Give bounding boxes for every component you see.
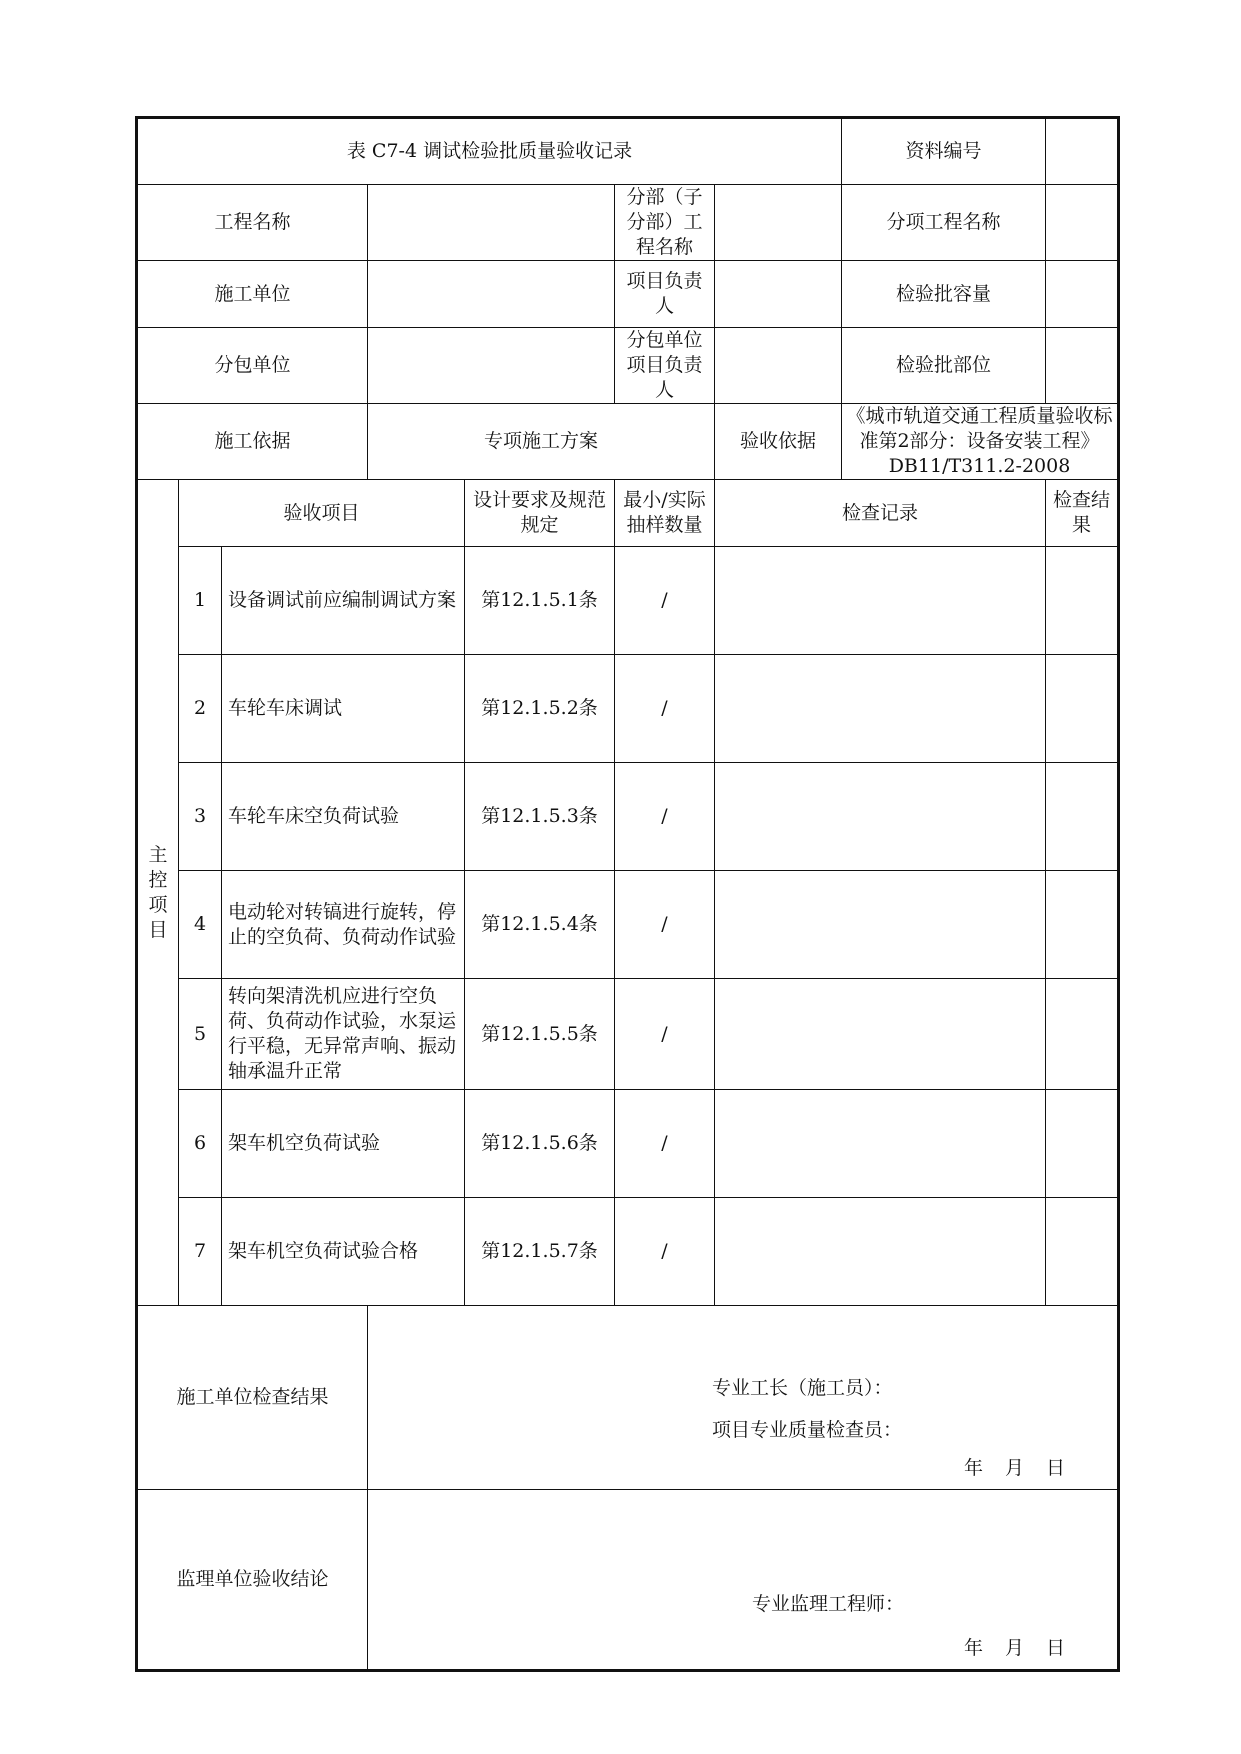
acceptance-basis-value: 《城市轨道交通工程质量验收标准第2部分：设备安装工程》DB11/T311.2-2008 [842,404,1119,480]
contractor-field[interactable] [368,261,615,328]
project-manager-field[interactable] [715,261,842,328]
title-row [137,118,1119,185]
engineer-label: 专业监理工程师： [752,1593,905,1615]
subcontractor-field[interactable] [368,328,615,404]
doc-no-label: 资料编号 [842,118,1046,185]
batch-location-field[interactable] [1046,328,1119,404]
column-header-row [137,480,1119,547]
basis-row [137,404,1119,480]
batch-capacity-field[interactable] [1046,261,1119,328]
item-clause: 第12.1.5.3条 [465,763,615,871]
item-no: 7 [179,1198,222,1306]
contractor-label: 施工单位 [137,261,368,328]
table-row [137,655,1119,763]
batch-capacity-label: 检验批容量 [842,261,1046,328]
col-record: 检查记录 [715,480,1046,547]
table-row [137,871,1119,979]
inspector-label: 项目专业质量检查员： [712,1419,903,1441]
contractor-check-label: 施工单位检查结果 [137,1306,368,1490]
sub-manager-label: 分包单位项目负责人 [615,328,715,404]
batch-location-label: 检验批部位 [842,328,1046,404]
item-name: 架车机空负荷试验合格 [222,1198,465,1306]
item-record-field[interactable] [715,871,1046,979]
item-result-field[interactable] [1046,1198,1119,1306]
supervisor-check-row [137,1490,1119,1671]
record-table [135,116,1120,1672]
table-row [137,979,1119,1090]
subcontractor-label: 分包单位 [137,328,368,404]
item-name: 设备调试前应编制调试方案 [222,547,465,655]
month-label: 月 [1004,1457,1024,1479]
item-clause: 第12.1.5.5条 [465,979,615,1090]
table-row [137,547,1119,655]
basis-value: 专项施工方案 [368,404,715,480]
item-clause: 第12.1.5.2条 [465,655,615,763]
acceptance-record-form [135,116,1117,1659]
item-clause: 第12.1.5.4条 [465,871,615,979]
item-clause: 第12.1.5.1条 [465,547,615,655]
form-title: 表 C7-4 调试检验批质量验收记录 [137,118,842,185]
item-no: 6 [179,1090,222,1198]
item-sample: / [615,979,715,1090]
item-name: 车轮车床调试 [222,655,465,763]
item-result-field[interactable] [1046,547,1119,655]
table-row [137,1090,1119,1198]
col-item: 验收项目 [179,480,465,547]
item-name: 架车机空负荷试验 [222,1090,465,1198]
project-name-field[interactable] [368,185,615,261]
item-no: 1 [179,547,222,655]
subcontractor-row [137,328,1119,404]
item-result-field[interactable] [1046,763,1119,871]
day-label: 日 [1046,1637,1066,1659]
item-sample: / [615,547,715,655]
item-record-field[interactable] [715,763,1046,871]
col-design: 设计要求及规范规定 [465,480,615,547]
sub-manager-field[interactable] [715,328,842,404]
project-manager-label: 项目负责人 [615,261,715,328]
item-clause: 第12.1.5.7条 [465,1198,615,1306]
item-result-field[interactable] [1046,1090,1119,1198]
item-sample: / [615,871,715,979]
acceptance-basis-label: 验收依据 [715,404,842,480]
item-name: 转向架清洗机应进行空负荷、负荷动作试验，水泵运行平稳，无异常声响、振动轴承温升正常 [222,979,465,1090]
col-result: 检查结果 [1046,480,1119,547]
project-name-label: 工程名称 [137,185,368,261]
col-sample: 最小/实际抽样数量 [615,480,715,547]
item-sample: / [615,655,715,763]
contractor-check-row [137,1306,1119,1490]
supervisor-date [942,1636,1065,1661]
subitem-field[interactable] [1046,185,1119,261]
month-label: 月 [1004,1637,1024,1659]
item-no: 3 [179,763,222,871]
day-label: 日 [1046,1457,1066,1479]
table-row [137,1198,1119,1306]
item-clause: 第12.1.5.6条 [465,1090,615,1198]
contractor-row [137,261,1119,328]
item-sample: / [615,763,715,871]
item-no: 2 [179,655,222,763]
item-result-field[interactable] [1046,871,1119,979]
contractor-check-area[interactable] [368,1306,1119,1490]
doc-no-field[interactable] [1046,118,1119,185]
table-row [137,763,1119,871]
supervisor-check-label: 监理单位验收结论 [137,1490,368,1671]
item-result-field[interactable] [1046,979,1119,1090]
item-record-field[interactable] [715,979,1046,1090]
item-name: 车轮车床空负荷试验 [222,763,465,871]
item-record-field[interactable] [715,547,1046,655]
item-record-field[interactable] [715,655,1046,763]
contractor-date [942,1456,1065,1481]
foreman-label: 专业工长（施工员）： [712,1377,893,1399]
item-sample: / [615,1090,715,1198]
item-result-field[interactable] [1046,655,1119,763]
supervisor-check-area[interactable] [368,1490,1119,1671]
basis-label: 施工依据 [137,404,368,480]
item-name: 电动轮对转镐进行旋转，停止的空负荷、负荷动作试验 [222,871,465,979]
year-label: 年 [963,1457,983,1479]
project-row [137,185,1119,261]
item-sample: / [615,1198,715,1306]
year-label: 年 [963,1637,983,1659]
item-no: 5 [179,979,222,1090]
subdivision-field[interactable] [715,185,842,261]
main-control-label: 主控项目 [137,480,179,1306]
item-no: 4 [179,871,222,979]
subitem-label: 分项工程名称 [842,185,1046,261]
item-record-field[interactable] [715,1198,1046,1306]
item-record-field[interactable] [715,1090,1046,1198]
subdivision-label: 分部（子分部）工程名称 [615,185,715,261]
